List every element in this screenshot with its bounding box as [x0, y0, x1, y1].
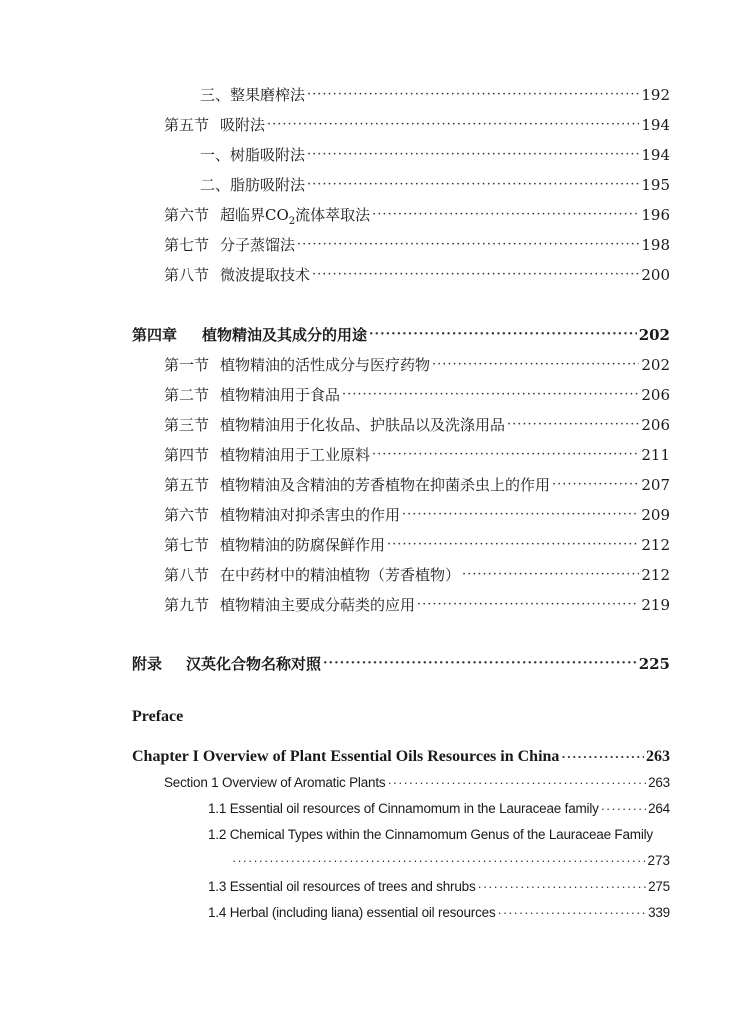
leader-dots [601, 800, 646, 818]
leader-dots [387, 774, 646, 792]
toc-entry-title: 植物精油的活性成分与医疗药物 [220, 356, 431, 374]
toc-entry[interactable] [164, 500, 670, 524]
toc-entry-page: 194 [641, 116, 670, 134]
toc-entry-number: 第五节 [164, 116, 210, 134]
toc-en-section-page: 263 [648, 775, 670, 790]
toc-entry[interactable] [200, 140, 670, 164]
toc-entry[interactable] [164, 200, 670, 227]
toc-entry-page: 206 [641, 416, 670, 434]
toc-en-subsection-page: 264 [648, 801, 670, 816]
leader-dots [478, 878, 647, 896]
toc-preface[interactable]: Preface [132, 708, 184, 725]
toc-en-subsection[interactable] [208, 898, 670, 922]
toc-en-subsection-title: 1.2 Chemical Types within the Cinnamomum Genus of the Lauraceae Family [208, 827, 653, 842]
leader-dots [498, 904, 647, 922]
toc-entry-number: 第一节 [164, 356, 210, 374]
leader-dots [307, 176, 639, 194]
toc-entry-number: 第三节 [164, 416, 210, 434]
leader-dots [369, 326, 637, 344]
toc-en-subsection-page: 273 [647, 853, 670, 868]
toc-chapter-title: 植物精油及其成分的用途 [202, 326, 368, 344]
toc-entry-page: 200 [641, 266, 670, 284]
toc-en-chapter-title: Chapter I Overview of Plant Essential Oils Resources in China [132, 748, 560, 765]
toc-entry-number: 第五节 [164, 476, 210, 494]
leader-dots [232, 853, 645, 868]
toc-entry-title: 一、树脂吸附法 [200, 146, 306, 164]
leader-dots [323, 655, 637, 673]
leader-dots [312, 266, 639, 284]
toc-en-subsection-page: 339 [648, 905, 670, 920]
toc-appendix[interactable] [132, 649, 670, 673]
toc-entry[interactable] [164, 560, 670, 584]
toc-entry-title: 植物精油的防腐保鲜作用 [220, 536, 386, 554]
toc-en-chapter[interactable] [132, 742, 670, 766]
toc-entry-title: 在中药材中的精油植物（芳香植物） [220, 566, 461, 584]
leader-dots [387, 536, 639, 554]
toc-entry[interactable] [164, 440, 670, 464]
toc-entry-title: 植物精油用于化妆品、护肤品以及洗涤用品 [220, 416, 506, 434]
toc-entry-page: 198 [641, 236, 670, 254]
leader-dots [507, 416, 639, 434]
toc-entry[interactable] [164, 590, 670, 614]
toc-entry-title: 植物精油主要成分萜类的应用 [220, 596, 416, 614]
toc-entry-page: 219 [641, 596, 670, 614]
toc-appendix-title: 汉英化合物名称对照 [186, 655, 322, 673]
toc-entry-title: 吸附法 [220, 116, 266, 134]
toc-entry-title: 三、整果磨榨法 [200, 86, 306, 104]
toc-entry[interactable] [164, 380, 670, 404]
toc-entry-number: 第四节 [164, 446, 210, 464]
toc-entry-page: 202 [641, 356, 670, 374]
toc-chapter-page: 202 [638, 326, 670, 344]
toc-entry-title: 植物精油用于食品 [220, 386, 341, 404]
toc-entry[interactable] [164, 260, 670, 284]
toc-en-subsection[interactable] [208, 872, 670, 896]
leader-dots [561, 748, 644, 766]
toc-entry[interactable] [164, 350, 670, 374]
toc-chapter-number: 第四章 [132, 326, 178, 344]
toc-entry-number: 第七节 [164, 236, 210, 254]
toc-entry[interactable] [164, 230, 670, 254]
toc-entry[interactable] [164, 110, 670, 134]
toc-entry-title: 植物精油用于工业原料 [220, 446, 371, 464]
leader-dots [432, 356, 639, 374]
toc-entry-number: 第八节 [164, 566, 210, 584]
toc-entry[interactable] [200, 170, 670, 194]
leader-dots [417, 596, 639, 614]
leader-dots [462, 566, 639, 584]
toc-appendix-page: 225 [638, 655, 670, 673]
toc-en-subsection-continuation [232, 848, 670, 868]
toc-entry-title: 分子蒸馏法 [220, 236, 296, 254]
toc-entry[interactable] [164, 410, 670, 434]
toc-appendix-label: 附录 [132, 655, 163, 673]
toc-en-chapter-page: 263 [646, 748, 670, 765]
leader-dots [372, 446, 639, 464]
toc-entry-number: 第八节 [164, 266, 210, 284]
toc-entry-title: 微波提取技术 [220, 266, 311, 284]
toc-entry-title: 植物精油及含精油的芳香植物在抑菌杀虫上的作用 [220, 476, 551, 494]
leader-dots [307, 86, 639, 104]
toc-entry-title: 超临界$CO_2$流体萃取法 [220, 206, 371, 227]
toc-entry-page: 206 [641, 386, 670, 404]
toc-entry[interactable] [200, 80, 670, 104]
toc-en-subsection-title: 1.3 Essential oil resources of trees and shrubs [208, 879, 476, 894]
toc-en-subsection-page: 275 [648, 879, 670, 894]
toc-entry-page: 211 [641, 446, 670, 464]
toc-entry-page: 192 [641, 86, 670, 104]
toc-entry-title: 植物精油对抑杀害虫的作用 [220, 506, 401, 524]
toc-en-subsection-title: 1.1 Essential oil resources of Cinnamomum in the Lauraceae family [208, 801, 599, 816]
toc-entry-page: 209 [641, 506, 670, 524]
leader-dots [297, 236, 639, 254]
toc-entry-title: 二、脂肪吸附法 [200, 176, 306, 194]
toc-entry-number: 第六节 [164, 206, 210, 224]
toc-entry-page: 195 [641, 176, 670, 194]
toc-entry-page: 207 [641, 476, 670, 494]
leader-dots [307, 146, 639, 164]
leader-dots [267, 116, 639, 134]
leader-dots [342, 386, 639, 404]
toc-entry-page: 212 [641, 566, 670, 584]
toc-entry-page: 194 [641, 146, 670, 164]
leader-dots [552, 476, 639, 494]
subscript: 2 [288, 216, 296, 227]
toc-chapter[interactable] [132, 320, 670, 344]
toc-en-subsection[interactable] [208, 794, 670, 818]
toc-en-section[interactable] [164, 768, 670, 792]
toc-entry-number: 第七节 [164, 536, 210, 554]
toc-entry[interactable] [164, 530, 670, 554]
toc-entry-number: 第二节 [164, 386, 210, 404]
toc-entry[interactable] [164, 470, 670, 494]
toc-entry-number: 第九节 [164, 596, 210, 614]
toc-en-section-title: Section 1 Overview of Aromatic Plants [164, 775, 386, 790]
toc-en-subsection-title: 1.4 Herbal (including liana) essential oil resources [208, 905, 496, 920]
toc-en-subsection[interactable] [208, 820, 670, 844]
toc-entry-page: 196 [641, 206, 670, 224]
toc-entry-page: 212 [641, 536, 670, 554]
toc-entry-number: 第六节 [164, 506, 210, 524]
leader-dots [372, 206, 639, 224]
leader-dots [402, 506, 639, 524]
